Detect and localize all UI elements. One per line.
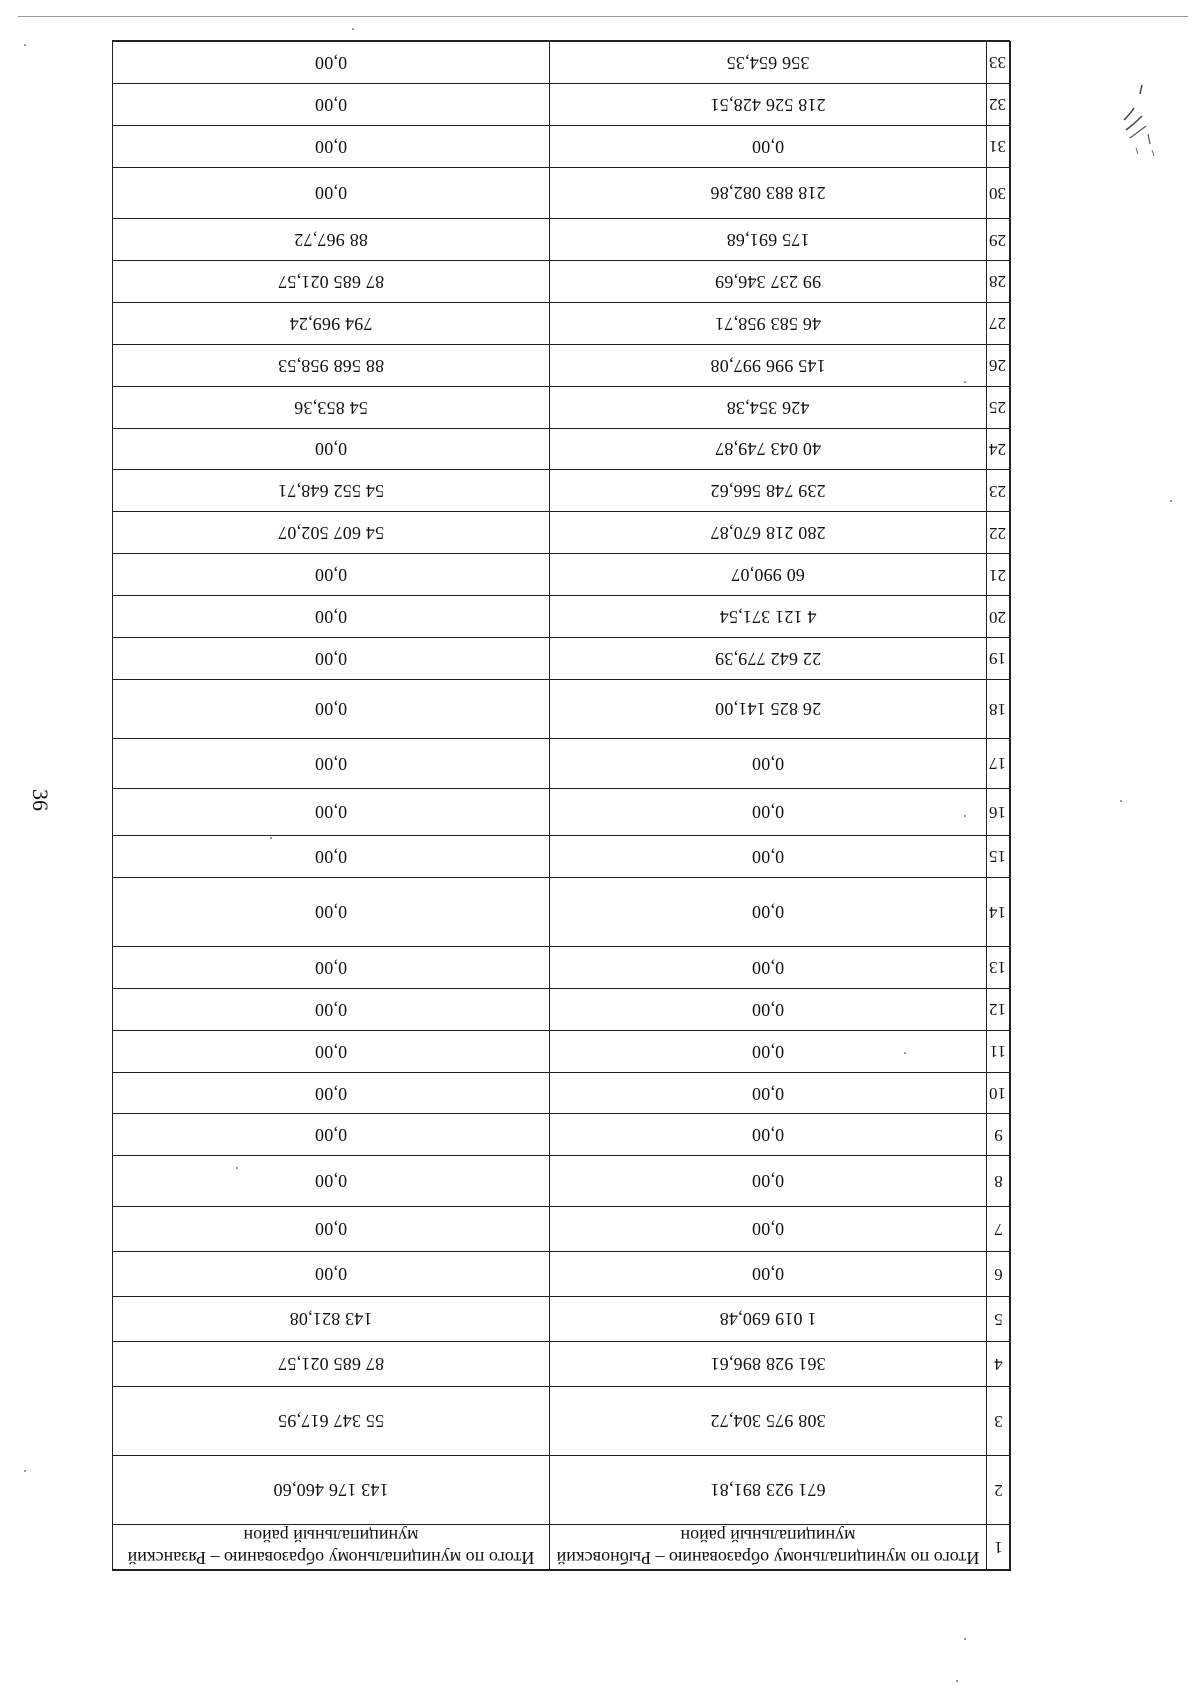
table-row [113,386,1011,428]
top-edge-rule [18,16,1188,17]
column-number-cell: 33 [987,42,1011,84]
table-row [113,788,1011,835]
column-number-cell: 19 [987,638,1011,680]
scan-dot [352,28,354,30]
table-row [113,946,1011,988]
table-row [113,219,1011,261]
value-cell: 794 969,24 [113,302,550,344]
value-cell: 46 583 958,71 [550,302,987,344]
value-cell: 22 642 779,39 [550,638,987,680]
value-cell: 0,00 [113,1251,550,1296]
column-number-cell: 23 [987,470,1011,512]
table-row [113,167,1011,218]
value-cell: 55 347 617,95 [113,1386,550,1455]
column-number-cell: 7 [987,1206,1011,1251]
value-cell: 426 354,38 [550,386,987,428]
value-cell: 0,00 [113,1072,550,1114]
value-cell: 0,00 [550,1156,987,1206]
table-row [113,1030,1011,1072]
value-cell: 40 043 749,87 [550,428,987,470]
value-cell: 54 607 502,07 [113,512,550,554]
table-row [113,428,1011,470]
column-number-cell: 21 [987,554,1011,596]
value-cell: 280 218 670,87 [550,512,987,554]
table-row [113,84,1011,126]
column-number-cell: 24 [987,428,1011,470]
table-row [113,1386,1011,1455]
value-cell: 0,00 [113,167,550,218]
scan-dot [24,44,26,46]
value-cell: 0,00 [113,84,550,126]
value-cell: 0,00 [550,738,987,788]
scan-dot [956,1680,958,1682]
table-row [113,42,1011,84]
value-cell: 0,00 [113,679,550,738]
value-cell: 356 654,35 [550,42,987,84]
column-number-cell: 20 [987,596,1011,638]
value-cell: 0,00 [550,125,987,167]
table-row [113,302,1011,344]
column-number-cell: 6 [987,1251,1011,1296]
value-cell: 54 853,36 [113,386,550,428]
column-number-cell: 30 [987,167,1011,218]
data-table-frame [112,40,1010,1570]
row-label-cell: Итого по муниципальному образованию – Рыбновский муниципальный район [550,1524,987,1570]
column-number-cell: 5 [987,1296,1011,1341]
value-cell: 0,00 [113,1030,550,1072]
value-cell: 0,00 [113,835,550,877]
table-row [113,1072,1011,1114]
scan-dot [1170,500,1172,502]
value-cell: 87 685 021,57 [113,1341,550,1386]
scan-artifact-mark [1112,80,1172,170]
value-cell: 0,00 [550,1206,987,1251]
value-cell: 54 552 648,71 [113,470,550,512]
column-number-cell: 15 [987,835,1011,877]
value-cell: 0,00 [113,42,550,84]
table-row [113,679,1011,738]
value-cell: 0,00 [550,988,987,1030]
table-row [113,1251,1011,1296]
value-cell: 0,00 [113,1114,550,1156]
value-cell: 0,00 [113,738,550,788]
scribble-icon [1112,80,1172,170]
scan-dot [24,1470,26,1472]
value-cell: 0,00 [113,638,550,680]
value-cell: 0,00 [550,1030,987,1072]
table-row [113,835,1011,877]
value-cell: 0,00 [113,596,550,638]
column-number-cell: 8 [987,1156,1011,1206]
table-row [113,638,1011,680]
column-number-cell: 22 [987,512,1011,554]
value-cell: 0,00 [550,1072,987,1114]
value-cell: 60 990,07 [550,554,987,596]
column-number-cell: 18 [987,679,1011,738]
value-cell: 87 685 021,57 [113,260,550,302]
value-cell: 0,00 [550,946,987,988]
value-cell: 671 923 891,81 [550,1455,987,1524]
value-cell: 0,00 [550,1251,987,1296]
value-cell: 0,00 [113,125,550,167]
column-number-cell: 12 [987,988,1011,1030]
data-table-body [113,42,1011,1571]
value-cell: 0,00 [550,788,987,835]
value-cell: 218 526 428,51 [550,84,987,126]
value-cell: 218 883 082,86 [550,167,987,218]
column-number-cell: 11 [987,1030,1011,1072]
column-number-cell: 14 [987,877,1011,946]
table-row [113,1524,1011,1570]
value-cell: 145 996 997,08 [550,344,987,386]
table-row [113,738,1011,788]
value-cell: 0,00 [113,988,550,1030]
column-number-cell: 17 [987,738,1011,788]
value-cell: 0,00 [113,1156,550,1206]
table-row [113,470,1011,512]
scan-dot [1120,800,1122,802]
table-row [113,512,1011,554]
column-number-cell: 29 [987,219,1011,261]
value-cell: 0,00 [113,788,550,835]
column-number-cell: 3 [987,1386,1011,1455]
row-label-cell: Итого по муниципальному образованию – Рязанский муниципальный район [113,1524,550,1570]
column-number-cell: 27 [987,302,1011,344]
table-row [113,1206,1011,1251]
column-number-cell: 28 [987,260,1011,302]
value-cell: 0,00 [550,835,987,877]
column-number-cell: 26 [987,344,1011,386]
table-row [113,988,1011,1030]
column-number-cell: 13 [987,946,1011,988]
column-number-cell: 9 [987,1114,1011,1156]
table-row [113,1296,1011,1341]
value-cell: 4 121 371,54 [550,596,987,638]
value-cell: 0,00 [550,1114,987,1156]
value-cell: 239 748 566,62 [550,470,987,512]
value-cell: 99 237 346,69 [550,260,987,302]
scan-dot [964,1638,966,1640]
column-number-cell: 10 [987,1072,1011,1114]
data-table [112,41,1011,1571]
value-cell: 308 975 304,72 [550,1386,987,1455]
value-cell: 1 019 690,48 [550,1296,987,1341]
column-number-cell: 2 [987,1455,1011,1524]
value-cell: 0,00 [113,1206,550,1251]
column-number-cell: 31 [987,125,1011,167]
column-number-cell: 32 [987,84,1011,126]
value-cell: 175 691,68 [550,219,987,261]
table-row [113,1114,1011,1156]
table-row [113,1455,1011,1524]
value-cell: 88 967,72 [113,219,550,261]
table-row [113,877,1011,946]
table-row [113,344,1011,386]
table-row [113,554,1011,596]
value-cell: 143 176 460,60 [113,1455,550,1524]
value-cell: 26 825 141,00 [550,679,987,738]
value-cell: 88 568 958,53 [113,344,550,386]
table-row [113,596,1011,638]
column-number-cell: 1 [987,1524,1011,1570]
column-number-cell: 4 [987,1341,1011,1386]
value-cell: 361 928 896,61 [550,1341,987,1386]
data-table-rotated [113,41,1011,1571]
table-row [113,260,1011,302]
table-row [113,1341,1011,1386]
value-cell: 0,00 [113,946,550,988]
value-cell: 0,00 [113,428,550,470]
value-cell: 0,00 [113,554,550,596]
value-cell: 0,00 [550,877,987,946]
table-row [113,1156,1011,1206]
page-number-text: 36 [28,789,53,811]
value-cell: 143 821,08 [113,1296,550,1341]
table-row [113,125,1011,167]
column-number-cell: 16 [987,788,1011,835]
column-number-cell: 25 [987,386,1011,428]
value-cell: 0,00 [113,877,550,946]
